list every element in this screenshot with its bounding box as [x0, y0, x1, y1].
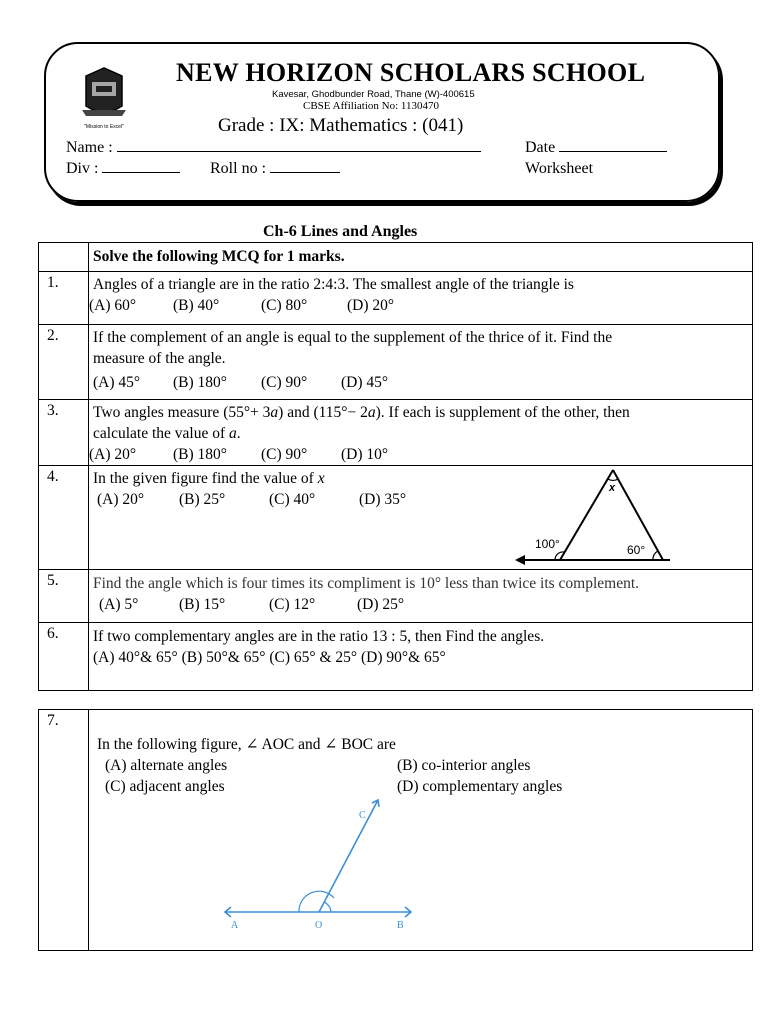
option-b[interactable]: (B) 40° [173, 297, 220, 314]
question-text: If two complementary angles are in the ratio 13 : 5, then Find the angles. [93, 628, 545, 645]
option-d[interactable]: (D) 20° [347, 297, 395, 314]
point-a-label: A [231, 920, 239, 931]
option-a[interactable]: (A) 5° [99, 596, 139, 613]
angle-ext-label: 100° [535, 537, 560, 551]
question-number: 1. [39, 272, 89, 325]
option-d[interactable]: (D) 35° [359, 491, 407, 508]
options-row [99, 594, 746, 615]
option-d[interactable]: (D) 10° [341, 446, 389, 463]
cbse-affiliation: CBSE Affiliation No: 1130470 [303, 100, 439, 112]
question-number: 7. [39, 710, 89, 951]
option-b[interactable]: (B) 25° [179, 491, 226, 508]
div-label: Div : [66, 160, 99, 177]
question-row-5 [39, 570, 753, 623]
chapter-title: Ch-6 Lines and Angles [263, 223, 418, 240]
question-table [38, 242, 753, 691]
school-logo-icon [78, 66, 130, 134]
option-b[interactable]: (B) 50°& 65° [181, 649, 266, 666]
question-text: In the following figure, ∠ AOC and ∠ BOC are [97, 736, 396, 753]
angles-figure [219, 794, 419, 934]
option-c[interactable]: (C) 40° [269, 491, 316, 508]
name-field[interactable] [66, 139, 481, 157]
option-b[interactable]: (B) 180° [173, 374, 227, 391]
school-address: Kavesar, Ghodbunder Road, Thane (W)-400615 [272, 89, 475, 100]
option-b[interactable]: (B) 15° [179, 596, 226, 613]
question-row-7 [39, 710, 753, 951]
question-text-cont: calculate the value of a. [93, 425, 241, 442]
angle-arc-boc [324, 902, 331, 912]
question-text: In the given figure find the value of x [93, 470, 325, 487]
question-number: 4. [39, 466, 89, 570]
school-name: NEW HORIZON SCHOLARS SCHOOL [176, 58, 646, 87]
options-row-2 [105, 776, 746, 797]
date-blank[interactable] [559, 151, 667, 152]
options-row [93, 647, 746, 668]
question-row-1 [39, 272, 753, 325]
roll-blank[interactable] [270, 172, 340, 173]
question-text-cont: measure of the angle. [93, 350, 226, 367]
question-row-2 [39, 325, 753, 400]
question-text: If the complement of an angle is equal to the supplement of the thrice of it. Find the [93, 329, 613, 346]
question-text: Two angles measure (55°+ 3a) and (115°− 2a). If each is supplement of the other, then [93, 404, 630, 421]
name-blank[interactable] [117, 151, 481, 152]
triangle-figure [515, 466, 671, 568]
angle-base-label: 60° [627, 543, 646, 557]
question-table-2 [38, 709, 753, 951]
div-field[interactable] [66, 160, 180, 178]
question-number: 5. [39, 570, 89, 623]
option-b[interactable]: (B) 180° [173, 446, 227, 463]
option-b[interactable]: (B) co-interior angles [397, 757, 531, 774]
option-d[interactable]: (D) 90°& 65° [360, 649, 446, 666]
point-b-label: B [397, 920, 404, 931]
point-c-label: C [359, 810, 366, 821]
option-a[interactable]: (A) 20° [97, 491, 145, 508]
option-d[interactable]: (D) 45° [341, 374, 389, 391]
roll-field[interactable] [210, 160, 340, 178]
option-d[interactable]: (D) complementary angles [397, 778, 563, 795]
option-c[interactable]: (C) 80° [261, 297, 308, 314]
question-number: 6. [39, 623, 89, 691]
option-c[interactable]: (C) 12° [269, 596, 316, 613]
instruction-text: Solve the following MCQ for 1 marks. [89, 243, 753, 272]
option-c[interactable]: (C) adjacent angles [105, 778, 225, 795]
option-c[interactable]: (C) 65° & 25° [269, 649, 358, 666]
question-number: 3. [39, 400, 89, 466]
div-blank[interactable] [102, 172, 180, 173]
logo-motto: "Mission to Excel" [84, 124, 124, 130]
option-a[interactable]: (A) 45° [93, 374, 141, 391]
question-text: Angles of a triangle are in the ratio 2:4:3. The smallest angle of the triangle is [93, 276, 574, 293]
angle-arc-aoc [299, 891, 334, 912]
option-a[interactable]: (A) alternate angles [105, 757, 228, 774]
question-text: Find the angle which is four times its compliment is 10° less than twice its complement. [93, 575, 640, 592]
option-d[interactable]: (D) 25° [357, 596, 405, 613]
option-a[interactable]: (A) 40°& 65° [93, 649, 178, 666]
grade-subject: Grade : IX: Mathematics : (041) [218, 115, 464, 136]
ray-oc [319, 800, 378, 912]
question-row-3 [39, 400, 753, 466]
options-row [89, 295, 746, 316]
question-row-4 [39, 466, 753, 570]
instruction-row [39, 243, 753, 272]
option-c[interactable]: (C) 90° [261, 446, 308, 463]
option-c[interactable]: (C) 90° [261, 374, 308, 391]
option-a[interactable]: (A) 60° [89, 297, 137, 314]
date-field[interactable] [525, 139, 667, 157]
option-a[interactable]: (A) 20° [89, 446, 137, 463]
question-row-6 [39, 623, 753, 691]
worksheet-label: Worksheet [525, 160, 594, 177]
options-row [89, 444, 746, 465]
options-row-1 [105, 755, 746, 776]
date-label: Date [525, 139, 556, 156]
roll-label: Roll no : [210, 160, 267, 177]
point-o-label: O [315, 920, 323, 931]
name-label: Name : [66, 139, 113, 156]
question-number: 2. [39, 325, 89, 400]
options-row [93, 372, 746, 393]
angle-top-label: x [609, 482, 616, 494]
